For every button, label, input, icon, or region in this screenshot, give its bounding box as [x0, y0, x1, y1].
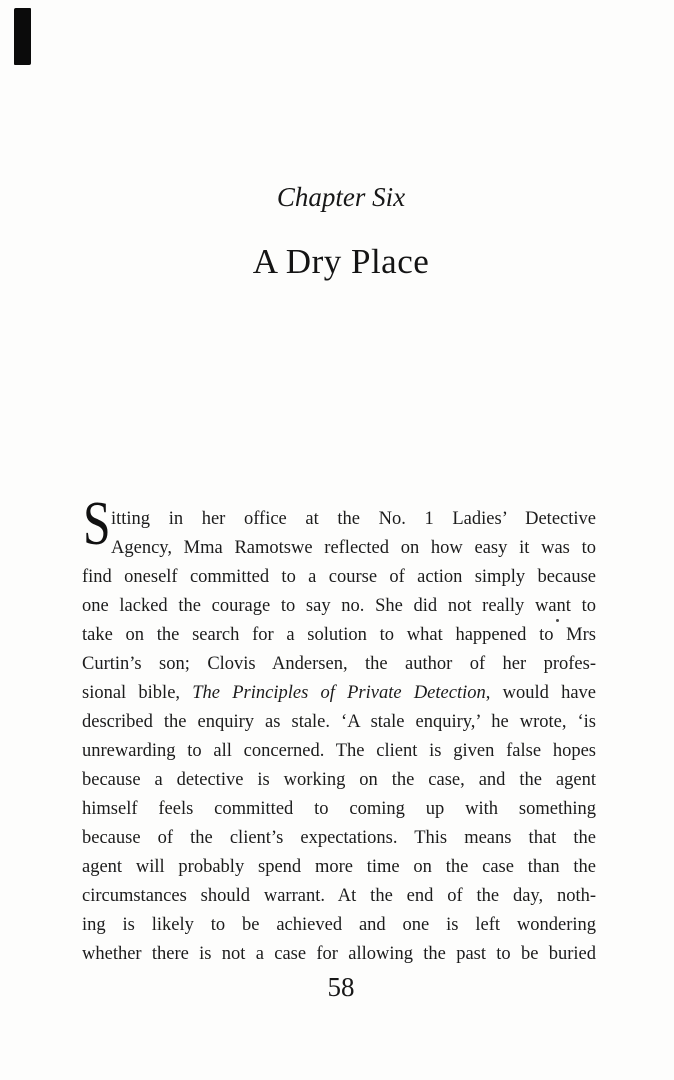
body-line: whether there is not a case for allowing the past to be buried	[82, 944, 596, 964]
body-line: because of the client’s expectations. This means that the	[82, 828, 596, 848]
body-line: himself feels committed to coming up with something	[82, 799, 596, 819]
body-line: described the enquiry as stale. ‘A stale enquiry,’ he wrote, ‘is	[82, 712, 596, 732]
body-line: one lacked the courage to say no. She did not really want to	[82, 596, 596, 616]
ink-speck	[556, 619, 559, 622]
body-line: ing is likely to be achieved and one is left wondering	[82, 915, 596, 935]
body-line: find oneself committed to a course of action simply because	[82, 567, 596, 587]
body-line: unrewarding to all concerned. The client is given false hopes	[82, 741, 596, 761]
page-number: 58	[327, 972, 355, 1002]
chapter-label: Chapter Six	[276, 182, 406, 212]
body-line: itting in her office at the No. 1 Ladies’ Detective	[111, 509, 596, 529]
scan-artifact-mark	[14, 8, 31, 65]
body-line: circumstances should warrant. At the end of the day, noth-	[82, 886, 596, 906]
drop-cap: S	[83, 490, 111, 558]
body-line: Agency, Mma Ramotswe reflected on how easy it was to	[111, 538, 596, 558]
body-text	[82, 490, 596, 969]
body-line: Curtin’s son; Clovis Andersen, the author of her profes-	[82, 654, 596, 674]
chapter-title: A Dry Place	[252, 242, 430, 281]
body-line: take on the search for a solution to what happened to Mrs	[82, 625, 596, 645]
body-line: agent will probably spend more time on the case than the	[82, 857, 596, 877]
body-line: sional bible, The Principles of Private Detection, would have	[82, 683, 596, 703]
body-line: because a detective is working on the case, and the agent	[82, 770, 596, 790]
